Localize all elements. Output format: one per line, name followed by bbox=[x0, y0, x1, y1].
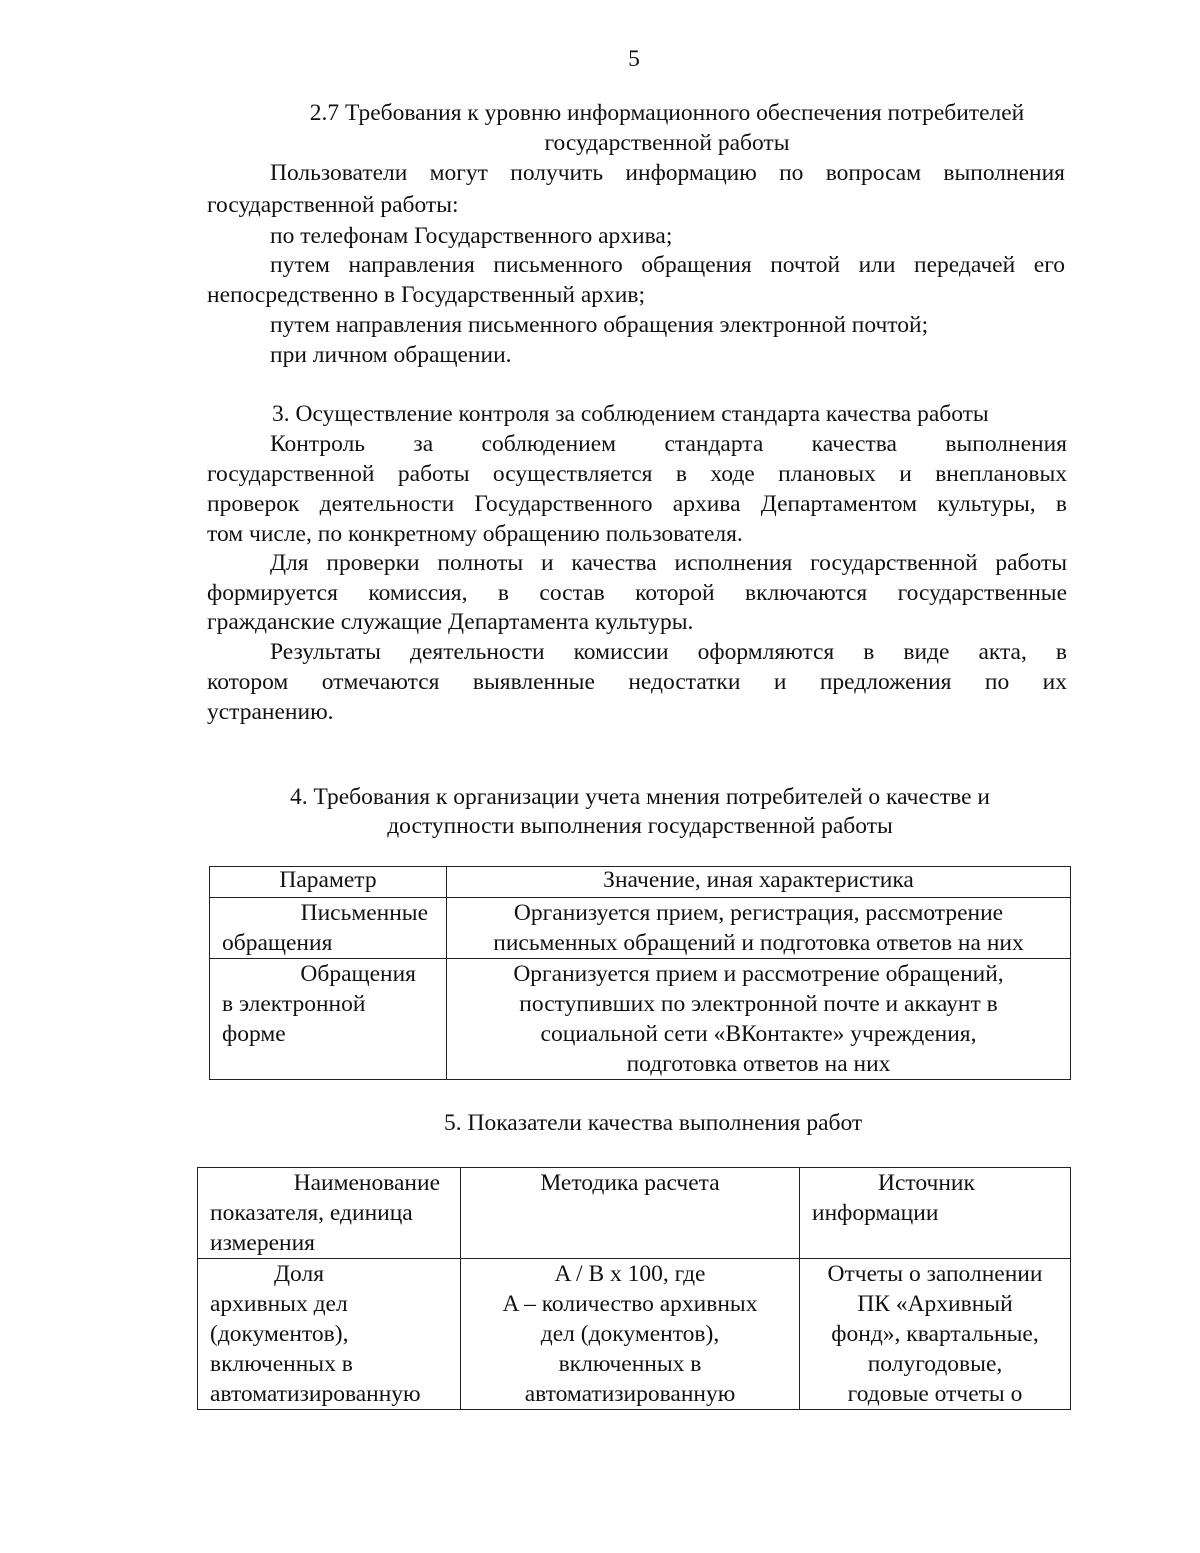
section-4-title-line-1: 4. Требования к организации учета мнения потребителей о качестве и bbox=[290, 784, 990, 810]
value-electronic-cell: Организуется прием и рассмотрение обращений, поступивших по электронной почте и аккаунт в социальной сети «ВКонтакте» учреждения, подготовка ответов на них bbox=[447, 959, 1071, 1080]
header-value: Значение, иная характеристика bbox=[447, 867, 1071, 898]
method-formula-cell: A / B x 100, где A – количество архивных дел (документов), включенных в автоматизированную bbox=[461, 1259, 800, 1410]
header-method: Методика расчета bbox=[461, 1168, 800, 1259]
list-item-phone: по телефонам Государственного архива; bbox=[270, 223, 673, 249]
table-header-row bbox=[210, 867, 1071, 898]
section-2-7-intro-line-1: Пользователи могут получить информацию по вопросам выполнения bbox=[270, 160, 1065, 186]
list-item-email: путем направления письменного обращения электронной почтой; bbox=[270, 312, 929, 338]
list-item-mail-line-2: непосредственно в Государственный архив; bbox=[207, 282, 646, 308]
header-source: Источник информации bbox=[800, 1168, 1071, 1259]
section-2-7-intro-line-2: государственной работы: bbox=[207, 192, 459, 218]
list-item-personal: при личном обращении. bbox=[270, 342, 512, 368]
section-3-title: 3. Осуществление контроля за соблюдением стандарта качества работы bbox=[272, 401, 989, 427]
section-4-title-line-2: доступности выполнения государственной работы bbox=[387, 813, 893, 839]
section-2-7-title-line-1: 2.7 Требования к уровню информационного обеспечения потребителей bbox=[309, 100, 1025, 126]
section-3-p2-line-3: гражданские служащие Департамента культуры. bbox=[207, 609, 694, 635]
table-row bbox=[198, 1259, 1071, 1410]
section-3-p1-line-1: Контроль за соблюдением стандарта качества выполнения bbox=[270, 431, 1067, 457]
consumer-opinion-table bbox=[209, 866, 1071, 1080]
value-written-cell: Организуется прием, регистрация, рассмотрение письменных обращений и подготовка ответов на них bbox=[447, 898, 1071, 959]
page-number: 5 bbox=[628, 46, 640, 72]
param-electronic-cell: Обращения в электронной форме bbox=[210, 959, 447, 1080]
quality-indicators-table bbox=[197, 1167, 1071, 1410]
list-item-mail-line-1: путем направления письменного обращения почтой или передачей его bbox=[270, 252, 1065, 278]
source-info-cell: Отчеты о заполнении ПК «Архивный фонд», квартальные, полугодовые, годовые отчеты о bbox=[800, 1259, 1071, 1410]
section-3-p1-line-3: проверок деятельности Государственного архива Департаментом культуры, в bbox=[207, 491, 1067, 517]
section-3-p1-line-4: том числе, по конкретному обращению пользователя. bbox=[207, 521, 743, 547]
section-3-p2-line-2: формируется комиссия, в состав которой включаются государственные bbox=[207, 580, 1067, 606]
section-3-p1-line-2: государственной работы осуществляется в ходе плановых и внеплановых bbox=[207, 461, 1067, 487]
section-5-title: 5. Показатели качества выполнения работ bbox=[444, 1110, 863, 1136]
section-3-p3-line-3: устранению. bbox=[207, 699, 334, 725]
section-3-p3-line-2: котором отмечаются выявленные недостатки и предложения по их bbox=[207, 669, 1067, 695]
table-row bbox=[210, 898, 1071, 959]
header-parameter: Параметр bbox=[210, 867, 447, 898]
header-indicator-name: Наименование показателя, единица измерения bbox=[198, 1168, 461, 1259]
section-3-p3-line-1: Результаты деятельности комиссии оформляются в виде акта, в bbox=[270, 639, 1067, 665]
section-2-7-title-line-2: государственной работы bbox=[544, 130, 790, 156]
section-3-p2-line-1: Для проверки полноты и качества исполнения государственной работы bbox=[270, 550, 1067, 576]
indicator-name-cell: Доля архивных дел (документов), включенных в автоматизированную bbox=[198, 1259, 461, 1410]
table-header-row bbox=[198, 1168, 1071, 1259]
param-written-cell: Письменные обращения bbox=[210, 898, 447, 959]
table-row bbox=[210, 959, 1071, 1080]
